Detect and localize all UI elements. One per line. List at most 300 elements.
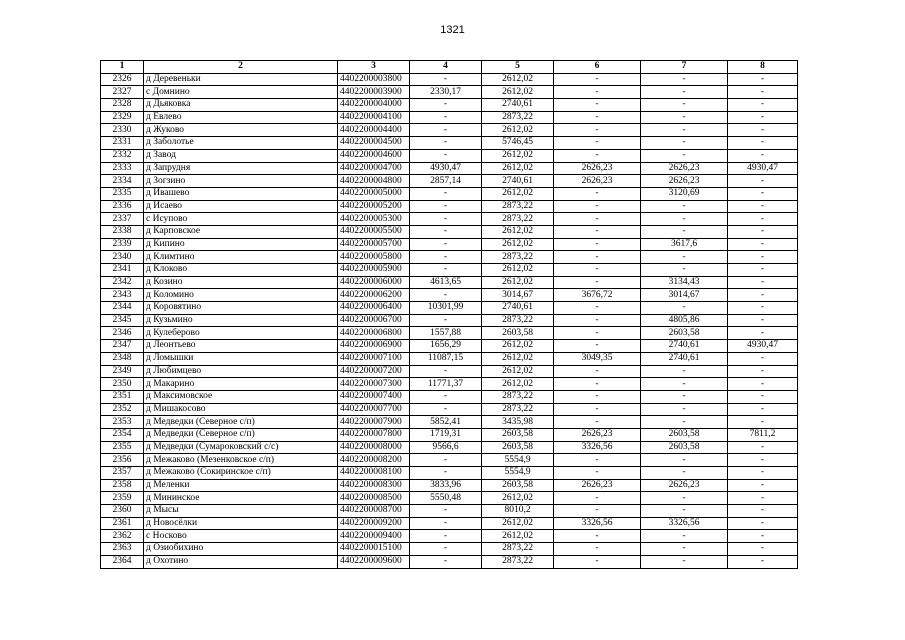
settlement-name: с Исупово (144, 213, 338, 226)
value-col-4: - (410, 238, 482, 251)
value-col-6: 2626,23 (554, 175, 641, 188)
value-col-5: 2873,22 (482, 314, 554, 327)
column-header: 7 (641, 61, 728, 74)
value-col-8: 7811,2 (728, 428, 798, 441)
value-col-4: - (410, 124, 482, 137)
oktmo-code: 4402200007400 (338, 390, 410, 403)
oktmo-code: 4402200009600 (338, 555, 410, 568)
value-col-5: 2740,61 (482, 175, 554, 188)
value-col-4: 5550,48 (410, 492, 482, 505)
value-col-6: - (554, 378, 641, 391)
value-col-8: - (728, 124, 798, 137)
row-number: 2342 (101, 276, 144, 289)
row-number: 2349 (101, 365, 144, 378)
row-number: 2332 (101, 149, 144, 162)
oktmo-code: 4402200008700 (338, 505, 410, 518)
settlement-name: д Межаково (Сокиринское с/п) (144, 467, 338, 480)
value-col-6: - (554, 213, 641, 226)
value-col-8: - (728, 73, 798, 86)
value-col-5: 2612,02 (482, 86, 554, 99)
value-col-6: - (554, 238, 641, 251)
value-col-8: - (728, 555, 798, 568)
settlement-name: д Дьяковка (144, 99, 338, 112)
settlement-name: д Новосёлки (144, 517, 338, 530)
row-number: 2341 (101, 264, 144, 277)
value-col-6: 3326,56 (554, 441, 641, 454)
value-col-5: 5746,45 (482, 137, 554, 150)
value-col-5: 2612,02 (482, 365, 554, 378)
table-row (101, 454, 798, 467)
row-number: 2338 (101, 225, 144, 238)
value-col-6: - (554, 492, 641, 505)
settlement-name: д Кузьмино (144, 314, 338, 327)
settlement-name: д Евлево (144, 111, 338, 124)
settlement-name: д Климтино (144, 251, 338, 264)
value-col-4: - (410, 99, 482, 112)
oktmo-code: 4402200004600 (338, 149, 410, 162)
table-row (101, 238, 798, 251)
table-row (101, 403, 798, 416)
value-col-6: - (554, 276, 641, 289)
table-row (101, 352, 798, 365)
value-col-7: 2626,23 (641, 479, 728, 492)
value-col-6: - (554, 73, 641, 86)
row-number: 2356 (101, 454, 144, 467)
value-col-8: - (728, 378, 798, 391)
value-col-5: 2873,22 (482, 390, 554, 403)
value-col-7: - (641, 137, 728, 150)
oktmo-code: 4402200005900 (338, 264, 410, 277)
oktmo-code: 4402200005700 (338, 238, 410, 251)
value-col-4: - (410, 390, 482, 403)
value-col-7: - (641, 378, 728, 391)
table-row (101, 517, 798, 530)
oktmo-code: 4402200003800 (338, 73, 410, 86)
value-col-8: - (728, 99, 798, 112)
oktmo-code: 4402200005000 (338, 187, 410, 200)
value-col-4: - (410, 314, 482, 327)
settlement-name: д Медведки (Северное с/п) (144, 428, 338, 441)
table-row (101, 289, 798, 302)
value-col-4: 11087,15 (410, 352, 482, 365)
value-col-8: - (728, 314, 798, 327)
value-col-4: - (410, 149, 482, 162)
settlement-name: д Межаково (Мезенковское с/п) (144, 454, 338, 467)
value-col-4: - (410, 187, 482, 200)
table-row (101, 314, 798, 327)
row-number: 2363 (101, 543, 144, 556)
oktmo-code: 4402200007800 (338, 428, 410, 441)
value-col-5: 2612,02 (482, 187, 554, 200)
value-col-5: 3014,67 (482, 289, 554, 302)
value-col-6: - (554, 137, 641, 150)
value-col-8: - (728, 302, 798, 315)
settlement-name: д Клоково (144, 264, 338, 277)
value-col-6: 3326,56 (554, 517, 641, 530)
settlement-name: д Леонтьево (144, 340, 338, 353)
settlement-name: д Максимовское (144, 390, 338, 403)
value-col-7: - (641, 454, 728, 467)
row-number: 2355 (101, 441, 144, 454)
value-col-5: 2603,58 (482, 441, 554, 454)
value-col-8: - (728, 238, 798, 251)
row-number: 2353 (101, 416, 144, 429)
value-col-5: 2873,22 (482, 403, 554, 416)
value-col-7: 2626,23 (641, 162, 728, 175)
row-number: 2329 (101, 111, 144, 124)
table-row (101, 428, 798, 441)
table-row (101, 162, 798, 175)
value-col-4: - (410, 289, 482, 302)
value-col-7: - (641, 86, 728, 99)
value-col-4: 1557,88 (410, 327, 482, 340)
value-col-7: - (641, 390, 728, 403)
settlement-name: д Ивашево (144, 187, 338, 200)
value-col-7: - (641, 200, 728, 213)
table-row (101, 327, 798, 340)
value-col-4: - (410, 543, 482, 556)
table-row (101, 416, 798, 429)
value-col-4: - (410, 517, 482, 530)
page-number: 1321 (440, 24, 465, 36)
table-row (101, 340, 798, 353)
value-col-6: - (554, 390, 641, 403)
value-col-5: 2612,02 (482, 517, 554, 530)
value-col-8: - (728, 200, 798, 213)
oktmo-code: 4402200009200 (338, 517, 410, 530)
value-col-6: - (554, 200, 641, 213)
settlement-name: д Козино (144, 276, 338, 289)
oktmo-code: 4402200006800 (338, 327, 410, 340)
value-col-6: - (554, 543, 641, 556)
oktmo-code: 4402200008500 (338, 492, 410, 505)
row-number: 2326 (101, 73, 144, 86)
value-col-8: - (728, 111, 798, 124)
column-header: 4 (410, 61, 482, 74)
value-col-6: - (554, 403, 641, 416)
value-col-5: 2740,61 (482, 302, 554, 315)
oktmo-code: 4402200004500 (338, 137, 410, 150)
table-row (101, 441, 798, 454)
value-col-7: 3120,69 (641, 187, 728, 200)
value-col-4: - (410, 365, 482, 378)
value-col-6: 2626,23 (554, 428, 641, 441)
value-col-6: - (554, 187, 641, 200)
value-col-8: - (728, 276, 798, 289)
value-col-7: - (641, 492, 728, 505)
value-col-5: 2612,02 (482, 530, 554, 543)
value-col-5: 2612,02 (482, 124, 554, 137)
row-number: 2330 (101, 124, 144, 137)
value-col-5: 2612,02 (482, 492, 554, 505)
oktmo-code: 4402200004800 (338, 175, 410, 188)
value-col-8: 4930,47 (728, 340, 798, 353)
settlement-name: д Любимцево (144, 365, 338, 378)
column-header: 1 (101, 61, 144, 74)
value-col-6: - (554, 555, 641, 568)
column-header: 2 (144, 61, 338, 74)
column-header: 5 (482, 61, 554, 74)
value-col-4: 10301,99 (410, 302, 482, 315)
oktmo-code: 4402200007300 (338, 378, 410, 391)
value-col-6: - (554, 111, 641, 124)
value-col-6: - (554, 454, 641, 467)
oktmo-code: 4402200006700 (338, 314, 410, 327)
value-col-6: - (554, 505, 641, 518)
settlement-name: с Носково (144, 530, 338, 543)
value-col-7: - (641, 365, 728, 378)
value-col-5: 2740,61 (482, 99, 554, 112)
value-col-7: - (641, 225, 728, 238)
row-number: 2331 (101, 137, 144, 150)
oktmo-code: 4402200007900 (338, 416, 410, 429)
value-col-6: - (554, 124, 641, 137)
table-row (101, 492, 798, 505)
table-row (101, 390, 798, 403)
row-number: 2351 (101, 390, 144, 403)
value-col-5: 8010,2 (482, 505, 554, 518)
value-col-8: - (728, 517, 798, 530)
value-col-7: - (641, 149, 728, 162)
table-row (101, 378, 798, 391)
oktmo-code: 4402200004000 (338, 99, 410, 112)
oktmo-code: 4402200005800 (338, 251, 410, 264)
value-col-4: - (410, 264, 482, 277)
value-col-7: 2603,58 (641, 428, 728, 441)
value-col-4: 3833,96 (410, 479, 482, 492)
settlement-name: д Исаево (144, 200, 338, 213)
value-col-7: 2603,58 (641, 327, 728, 340)
table-row (101, 137, 798, 150)
value-col-5: 2612,02 (482, 352, 554, 365)
value-col-6: - (554, 264, 641, 277)
value-col-4: 11771,37 (410, 378, 482, 391)
settlement-name: д Коломино (144, 289, 338, 302)
value-col-6: 3049,35 (554, 352, 641, 365)
row-number: 2357 (101, 467, 144, 480)
value-col-5: 2873,22 (482, 555, 554, 568)
value-col-5: 2612,02 (482, 149, 554, 162)
settlement-name: д Жуково (144, 124, 338, 137)
oktmo-code: 4402200004100 (338, 111, 410, 124)
value-col-4: 9566,6 (410, 441, 482, 454)
value-col-6: - (554, 251, 641, 264)
row-number: 2335 (101, 187, 144, 200)
row-number: 2359 (101, 492, 144, 505)
value-col-8: 4930,47 (728, 162, 798, 175)
row-number: 2360 (101, 505, 144, 518)
table-row (101, 543, 798, 556)
value-col-4: - (410, 251, 482, 264)
value-col-6: - (554, 149, 641, 162)
value-col-4: - (410, 530, 482, 543)
oktmo-code: 4402200008000 (338, 441, 410, 454)
settlement-name: д Кипино (144, 238, 338, 251)
value-col-7: - (641, 403, 728, 416)
table-row (101, 99, 798, 112)
value-col-6: - (554, 467, 641, 480)
row-number: 2346 (101, 327, 144, 340)
value-col-5: 2873,22 (482, 543, 554, 556)
value-col-7: - (641, 264, 728, 277)
value-col-4: - (410, 213, 482, 226)
column-header: 8 (728, 61, 798, 74)
settlement-name: д Мысы (144, 505, 338, 518)
oktmo-code: 4402200008200 (338, 454, 410, 467)
table-row (101, 200, 798, 213)
oktmo-code: 4402200008100 (338, 467, 410, 480)
value-col-7: - (641, 213, 728, 226)
value-col-4: - (410, 200, 482, 213)
value-col-8: - (728, 441, 798, 454)
value-col-7: 3326,56 (641, 517, 728, 530)
value-col-5: 2603,58 (482, 479, 554, 492)
settlement-name: д Мининское (144, 492, 338, 505)
value-col-8: - (728, 454, 798, 467)
value-col-8: - (728, 390, 798, 403)
value-col-5: 2612,02 (482, 162, 554, 175)
value-col-7: - (641, 505, 728, 518)
data-table (100, 60, 798, 569)
value-col-8: - (728, 327, 798, 340)
row-number: 2348 (101, 352, 144, 365)
settlement-name: с Домнино (144, 86, 338, 99)
oktmo-code: 4402200006900 (338, 340, 410, 353)
value-col-7: - (641, 467, 728, 480)
value-col-6: - (554, 416, 641, 429)
table-row (101, 175, 798, 188)
settlement-name: д Зогзино (144, 175, 338, 188)
row-number: 2352 (101, 403, 144, 416)
value-col-5: 2612,02 (482, 378, 554, 391)
row-number: 2347 (101, 340, 144, 353)
value-col-4: - (410, 225, 482, 238)
table-row (101, 225, 798, 238)
value-col-4: - (410, 505, 482, 518)
row-number: 2333 (101, 162, 144, 175)
row-number: 2343 (101, 289, 144, 302)
value-col-7: - (641, 302, 728, 315)
settlement-name: д Озиобихино (144, 543, 338, 556)
value-col-8: - (728, 403, 798, 416)
settlement-name: д Завод (144, 149, 338, 162)
table-row (101, 479, 798, 492)
table-row (101, 302, 798, 315)
table-header-row (101, 61, 798, 74)
value-col-4: 1656,29 (410, 340, 482, 353)
oktmo-code: 4402200004400 (338, 124, 410, 137)
oktmo-code: 4402200007200 (338, 365, 410, 378)
value-col-5: 5554,9 (482, 454, 554, 467)
settlement-name: д Карповское (144, 225, 338, 238)
row-number: 2362 (101, 530, 144, 543)
table-row (101, 276, 798, 289)
value-col-4: - (410, 111, 482, 124)
table-row (101, 149, 798, 162)
value-col-5: 2873,22 (482, 111, 554, 124)
row-number: 2328 (101, 99, 144, 112)
value-col-5: 2612,02 (482, 73, 554, 86)
value-col-8: - (728, 505, 798, 518)
value-col-8: - (728, 543, 798, 556)
value-col-8: - (728, 530, 798, 543)
table-row (101, 111, 798, 124)
value-col-6: - (554, 365, 641, 378)
value-col-7: 2740,61 (641, 352, 728, 365)
row-number: 2336 (101, 200, 144, 213)
value-col-6: - (554, 530, 641, 543)
settlement-name: д Запрудня (144, 162, 338, 175)
value-col-6: - (554, 225, 641, 238)
table-row (101, 555, 798, 568)
oktmo-code: 4402200004700 (338, 162, 410, 175)
settlement-name: д Кулеберово (144, 327, 338, 340)
settlement-name: д Медведки (Северное с/п) (144, 416, 338, 429)
value-col-8: - (728, 86, 798, 99)
value-col-6: 2626,23 (554, 479, 641, 492)
value-col-5: 2873,22 (482, 213, 554, 226)
value-col-4: - (410, 73, 482, 86)
table-row (101, 187, 798, 200)
value-col-8: - (728, 175, 798, 188)
table-row (101, 365, 798, 378)
value-col-8: - (728, 137, 798, 150)
row-number: 2358 (101, 479, 144, 492)
value-col-7: - (641, 124, 728, 137)
value-col-7: - (641, 530, 728, 543)
value-col-4: 1719,31 (410, 428, 482, 441)
table-row (101, 251, 798, 264)
value-col-4: 2330,17 (410, 86, 482, 99)
row-number: 2364 (101, 555, 144, 568)
value-col-6: - (554, 314, 641, 327)
table-row (101, 213, 798, 226)
settlement-name: д Заболотье (144, 137, 338, 150)
value-col-6: 2626,23 (554, 162, 641, 175)
value-col-8: - (728, 225, 798, 238)
value-col-5: 2873,22 (482, 251, 554, 264)
oktmo-code: 4402200005500 (338, 225, 410, 238)
settlement-name: д Ломышки (144, 352, 338, 365)
column-header: 3 (338, 61, 410, 74)
settlement-name: д Мишакосово (144, 403, 338, 416)
value-col-5: 2612,02 (482, 340, 554, 353)
row-number: 2337 (101, 213, 144, 226)
row-number: 2327 (101, 86, 144, 99)
table-body (101, 73, 798, 568)
table-row (101, 505, 798, 518)
table-row (101, 73, 798, 86)
settlement-name: д Медведки (Сумароковский с/с) (144, 441, 338, 454)
settlement-name: д Охотино (144, 555, 338, 568)
settlement-name: д Меленки (144, 479, 338, 492)
table-row (101, 264, 798, 277)
oktmo-code: 4402200015100 (338, 543, 410, 556)
value-col-5: 2612,02 (482, 276, 554, 289)
value-col-5: 2612,02 (482, 264, 554, 277)
oktmo-code: 4402200006000 (338, 276, 410, 289)
value-col-7: - (641, 111, 728, 124)
table-row (101, 467, 798, 480)
value-col-7: - (641, 251, 728, 264)
value-col-5: 2603,58 (482, 327, 554, 340)
oktmo-code: 4402200003900 (338, 86, 410, 99)
oktmo-code: 4402200005300 (338, 213, 410, 226)
table-row (101, 530, 798, 543)
value-col-6: - (554, 302, 641, 315)
row-number: 2344 (101, 302, 144, 315)
value-col-8: - (728, 492, 798, 505)
